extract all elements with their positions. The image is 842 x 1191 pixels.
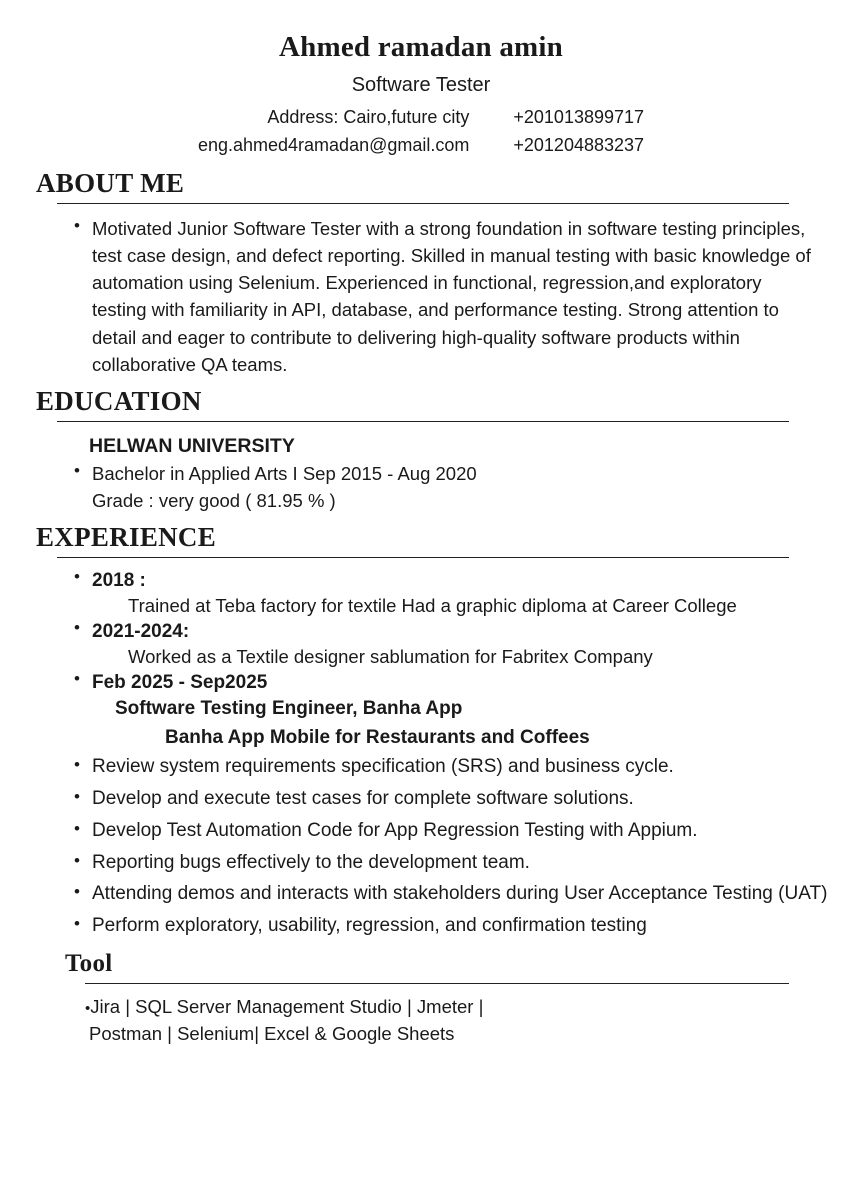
- section-tools: [0, 950, 842, 1048]
- experience-content: [72, 568, 842, 942]
- responsibility-item: • Develop Test Automation Code for App Regression Testing with Appium.: [72, 816, 842, 847]
- candidate-job-title: Software Tester: [351, 73, 491, 96]
- about-me-paragraph: • Motivated Junior Software Tester with a strong foundation in software testing principles, test case design, and defect reporting. Skilled in manual testing with basic knowledge of automation using Selenium. Experienced in functional, regression,and exploratory testing with familiarity in API, database, and performance testing. Strong attention to detail and eager to contribute to delivering high-quality software products within collaborative QA teams.: [72, 215, 814, 378]
- experience-period: • Feb 2025 - Sep2025: [92, 672, 268, 694]
- tools-bullet-icon: •: [85, 999, 91, 1017]
- responsibility-item: • Reporting bugs effectively to the development team.: [72, 848, 842, 879]
- experience-period: • 2018 :: [92, 570, 146, 592]
- education-grade: Grade : very good ( 81.95 % ): [92, 489, 336, 511]
- section-about-me: [0, 168, 842, 378]
- experience-product-name: Banha App Mobile for Restaurants and Coffees: [165, 726, 590, 748]
- education-entry: [72, 460, 842, 514]
- candidate-name: Ahmed ramadan amin: [279, 31, 563, 63]
- experience-entry-2021-2024: [72, 619, 842, 670]
- about-me-content: [72, 215, 814, 378]
- contact-address-email-column: [198, 104, 469, 160]
- section-divider-education: [57, 421, 789, 422]
- experience-entry-2018: [72, 568, 842, 619]
- contact-block: [0, 104, 842, 160]
- section-divider-about-me: [57, 203, 789, 204]
- tools-line-primary: Jira | SQL Server Management Studio | Jmeter |: [90, 995, 484, 1017]
- experience-detail: Worked as a Textile designer sablumation for Fabritex Company: [128, 646, 653, 668]
- responsibility-item: • Review system requirements specification (SRS) and business cycle.: [72, 752, 842, 783]
- tools-line-secondary: Postman | Selenium| Excel & Google Sheets: [89, 1022, 455, 1044]
- section-divider-tools: [85, 983, 789, 984]
- contact-phone-column: [513, 104, 644, 160]
- experience-period: • 2021-2024:: [92, 621, 190, 643]
- responsibility-item: • Develop and execute test cases for complete software solutions.: [72, 784, 842, 815]
- contact-phone-primary: +201013899717: [513, 106, 645, 127]
- experience-detail: Trained at Teba factory for textile Had a graphic diploma at Career College: [128, 595, 737, 617]
- education-content: [72, 434, 842, 514]
- education-degree: Bachelor in Applied Arts I Sep 2015 - Aug 2020: [92, 462, 477, 484]
- section-education: [0, 386, 842, 514]
- experience-entry-2025: [72, 670, 842, 752]
- education-school-name: HELWAN UNIVERSITY: [89, 435, 295, 458]
- section-title-experience: EXPERIENCE: [36, 521, 217, 552]
- resume-header: [0, 0, 842, 160]
- experience-responsibilities-list: [72, 752, 842, 942]
- section-title-about-me: ABOUT ME: [36, 167, 185, 198]
- section-title-tools: Tool: [65, 949, 113, 977]
- section-divider-experience: [57, 557, 789, 558]
- responsibility-item: • Perform exploratory, usability, regression, and confirmation testing: [72, 911, 842, 942]
- section-experience: [0, 522, 842, 942]
- contact-address: Address: Cairo,future city: [267, 106, 470, 127]
- responsibility-item: • Attending demos and interacts with stakeholders during User Acceptance Testing (UAT): [72, 879, 842, 910]
- tools-content: [85, 994, 842, 1048]
- section-title-education: EDUCATION: [36, 386, 202, 417]
- contact-email: eng.ahmed4ramadan@gmail.com: [197, 134, 470, 155]
- experience-role-title: Software Testing Engineer, Banha App: [115, 698, 463, 720]
- contact-phone-secondary: +201204883237: [513, 134, 645, 155]
